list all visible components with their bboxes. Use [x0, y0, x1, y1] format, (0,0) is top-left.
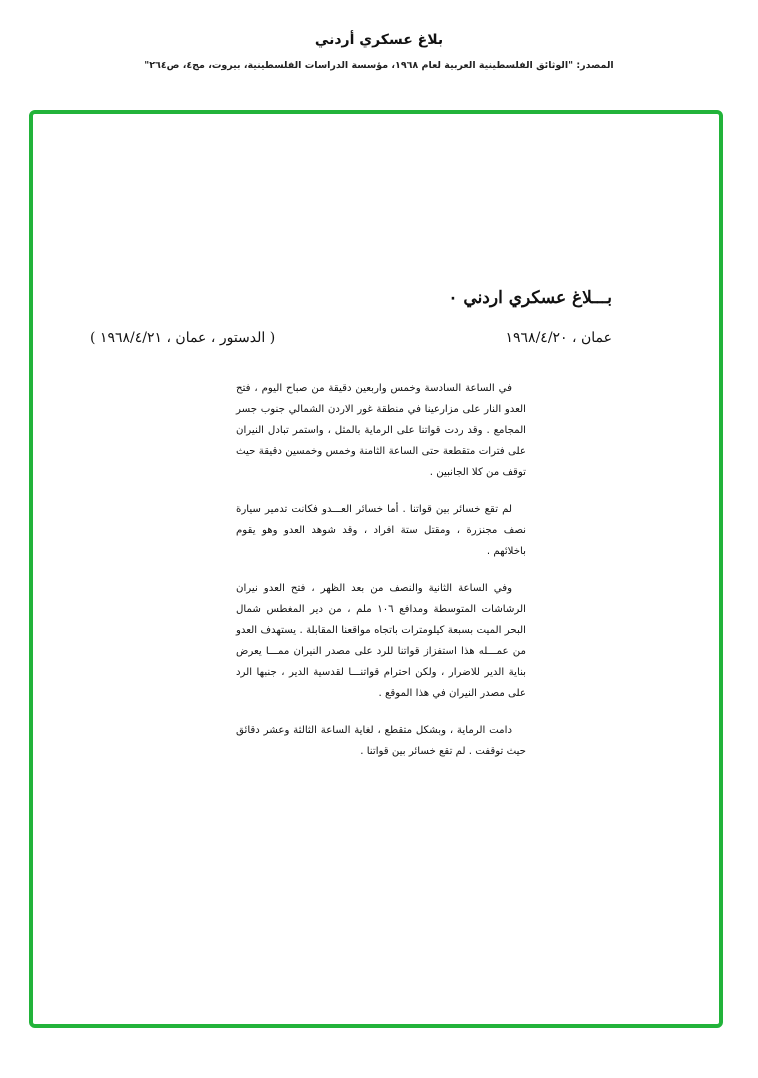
body-paragraph: وفي الساعة الثانية والنصف من بعد الظهر ، فتح العدو نيران الرشاشات المتوسطة ومدافع ١٠٦ ملم ، من دير المغطس شمال البحر الميت بسبعة كيلومترات باتجاه مواقعنا المقابلة . يستهدف العدو من عمـــله هذا استفزاز قواتنا للرد على مصدر النيران ممـــا يعرض بناية الدير للاضرار ، ولكن احترام قواتنـــا لقدسية الدير ، جنبها الرد على مصدر النيران في هذا الموقع .	[236, 583, 526, 699]
body-paragraph: لم تقع خسائر بين قواتنا . أما خسائر العـــدو فكانت تدمير سيارة نصف مجنزرة ، ومقتل ستة افراد ، وقد شوهد العدو وهو يقوم باخلائهم .	[236, 504, 526, 557]
document-heading: بـــلاغ عسكري اردني ٠	[448, 288, 612, 308]
page-title: بلاغ عسكري أردني	[314, 32, 444, 48]
body-paragraph: دامت الرماية ، وبشكل متقطع ، لغاية الساعة الثالثة وعشر دقائق حيث توقفت . لم تقع خسائر بين قواتنا .	[236, 725, 526, 757]
document-date-line: عمان ، ١٩٦٨/٤/٢٠	[505, 330, 612, 346]
body-paragraph: في الساعة السادسة وخمس واربعين دقيقة من صباح اليوم ، فتح العدو النار على مزارعينا في منطقة غور الاردن الشمالي جنوب جسر المجامع . وقد ردت قواتنا على الرماية بالمثل ، واستمر تبادل النيران على فترات متقطعة حتى الساعة الثامنة وخمس وخمسين دقيقة حيث توقف من كلا الجانبين .	[236, 383, 526, 478]
document-body	[236, 378, 526, 778]
source-citation: المصدر: "الوثائق الفلسطينية العربية لعام ١٩٦٨، مؤسسة الدراسات الفلسطينية، بيروت، مج٤، ص٢٦٤"	[144, 60, 614, 71]
document-source-note: ( الدستور ، عمان ، ١٩٦٨/٤/٢١ )	[90, 330, 276, 346]
